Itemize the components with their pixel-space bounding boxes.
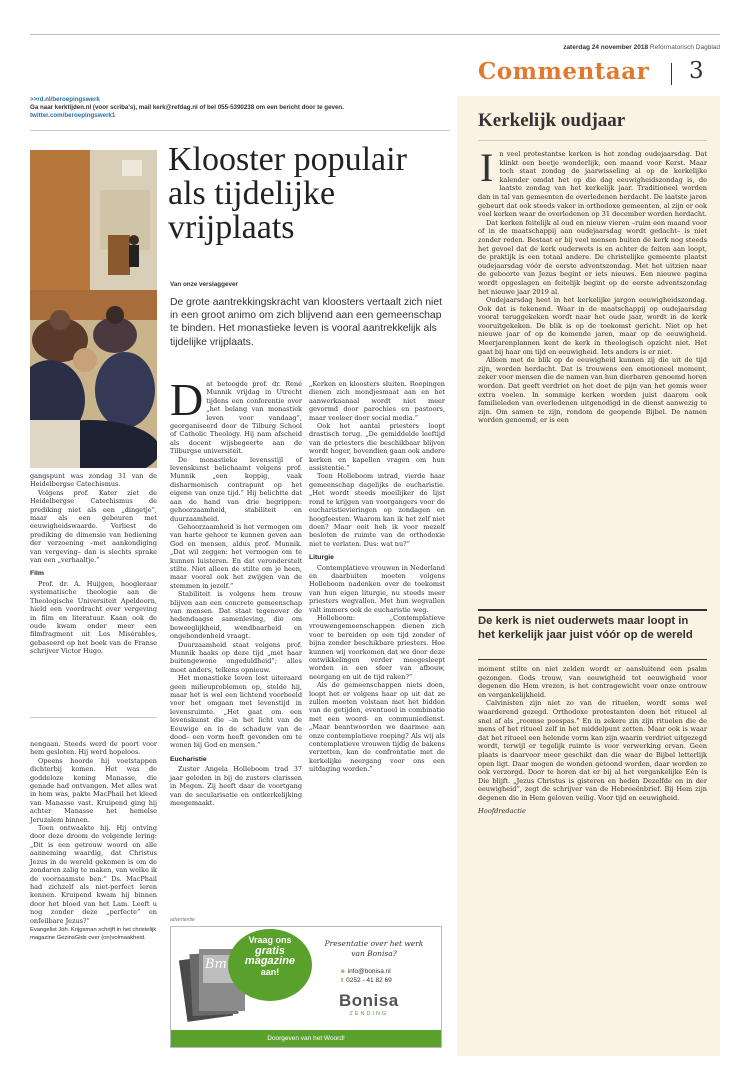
left-para-4: nengaan. Steeds werd de poort voor hem gesloten. Hij werd hopeloos. <box>30 740 157 757</box>
article-c2-p1: „Kerken en kloosters sluiten. Roepingen dienen zich mondjesmaat aan en het aanwerkaanaal wordt niet meer gevormd door parochies en pastoors, maar veeleer door social media.” <box>309 380 445 422</box>
article-c1-p3: Gehoorzaamheid is het vermogen om van harte gehoor te kunnen geven aan God en mensen, aldus prof. Munnik. „Dat wil zeggen: het vermogen om te kunnen luisteren. En dat veronderstelt stilte. Niet alleen de stilte om je heen, maar vooral ook het zwijgen van de stemmen in jezelf.” <box>170 522 302 590</box>
bonisa-brand: Bonisa <box>339 991 399 1010</box>
left-para-2: Volgens prof. Kater ziet de Heidelbergse Catechismus de prediking niet als een „dingetje”, maar als een gebeuren met eeuwigheidswaarde. Verliest de prediking de dimensie van bediening der verzoening –met aankondiging van vergeving– dan is slechts sprake van een „verhaaltje.” <box>30 488 157 565</box>
left-credit: Evangelist Joh. Krijgsman schrijft in het christelijk magazine GezinsGids over (on)volmaakheid. <box>30 926 157 941</box>
left-para-1: gangspunt was zondag 31 van de Heidelbergse Catechismus. <box>30 472 157 489</box>
sub-liturgie: Liturgie <box>309 554 334 562</box>
green-bubble <box>231 935 309 977</box>
commentaar-body-2 <box>478 665 707 815</box>
ad-phone[interactable]: 0252 - 41 82 69 <box>346 977 392 984</box>
article-headline: Klooster populair als tijdelijke vrijplaats <box>168 141 407 246</box>
bonisa-logo <box>339 991 399 1017</box>
article-c2-p5: Holleboom: „Contemplatieve vrouwengemeenschappen dienen zich voor te bereiden op een tijd zonder of bijna zonder beschikbare priesters. Hoe kunnen wij voorkomen dat we door deze ontwikkelingen verder meegesleept worden in een sfeer van afbouw, neergang en uit de tijd raken?” <box>309 613 445 681</box>
beroepingswerk-info: Ga naar kerktijden.nl (voor scriba's), mail kerk@refdag.nl of bel 055-5390238 om een bericht door te geven. <box>30 104 344 112</box>
quote-rule-bottom <box>478 659 707 660</box>
bubble-line-1: Vraag ons <box>248 935 292 945</box>
quote-rule-top <box>478 609 707 611</box>
phone-prefix: t <box>341 977 344 984</box>
top-rule <box>30 34 720 35</box>
article-dropcap: D <box>170 374 204 425</box>
commentaar-body-1 <box>478 145 707 425</box>
bubble-line-2: gratis <box>255 944 285 957</box>
header-dateline <box>520 44 720 51</box>
header-divider <box>671 63 672 85</box>
email-prefix: e <box>341 968 345 975</box>
church-photo <box>30 150 157 468</box>
left-column-bottom <box>30 740 157 942</box>
page-number: 3 <box>689 58 704 84</box>
commentaar-p5: moment stilte en niet zelden wordt er aansluitend een psalm gezongen. Gods trouw, van eeuwigheid tot eeuwigheid voor degenen die Hem vrezen, is het contragewicht voor onze ontrouw en vergankelijkheid. <box>478 665 707 699</box>
left-column-top <box>30 472 157 656</box>
commentaar-p1: n veel protestantse kerken is het zondag oudejaarsdag. Dat klinkt een beetje wonderlijk, een maand voor Kerst. Maar toch staat zondag de jaarwisseling al op de kerkelijke kalender omdat het op die dag eeuwigheidszondag is, de laatste zondag van het kerkelijk jaar. Traditioneel worden dan in tal van gemeenten de overledenen herdacht. De laatste jaren gebeurt dat ook steeds vaker in orthodoxe gemeenten, al zijn er ook veel kerken waar de overledenen op 31 december worden herdacht. <box>478 150 707 219</box>
article-col-1 <box>170 374 302 807</box>
ad-label: advertentie <box>170 917 195 923</box>
pull-quote: De kerk is niet ouderwets maar loopt in het kerkelijk jaar juist vóór op de wereld <box>478 615 693 641</box>
ad-contact <box>341 967 392 985</box>
article-c2-p4: Contemplatieve vrouwen in Nederland en daarbuiten moeten volgens Holleboom nadenken over de toekomst van hun eigen liturgie, nu steeds meer priesters wegvallen. Met hun wegvallen valt immers ook de eucharistie weg. <box>309 563 445 614</box>
commentaar-signature: Hoofdredactie <box>478 806 526 815</box>
ad-script: Presentatie over het werk van Bonisa? <box>324 939 424 958</box>
article-c1-p7: Zuster Angela Holleboom trad 37 jaar geleden in bij de zusters clarissen in Megen. Zij heeft daar de voortgang van de secularisatie en ontkerkelijking meegemaakt. <box>170 765 302 807</box>
sub-film: Film <box>30 570 44 578</box>
ad-email[interactable]: info@bonisa.nl <box>347 968 391 975</box>
bonisa-sub: ZENDING <box>349 1011 389 1017</box>
article-c2-p6: Als de gemeenschappen niets doen, loopt het er volgens haar op uit dat ze zullen moeten volstaan met het bidden van de getijden, eventueel in combinatie met een woord- en communiedienst. „Maar beantwoorden we daarmee aan onze contemplatieve roeping? Als wij als contemplatieve vrouwen tijdig de bakens verzetten, kan de confrontatie met de kerkelijke neergang voor ons een uitdaging worden.” <box>309 681 445 774</box>
sub-eucharistie: Eucharistie <box>170 755 207 763</box>
article-c2-p3: Toen Holleboom intrad, vierde haar gemeenschap dagelijks de eucharistie. „Het wordt steeds moeilijker de lijst rond te krijgen van voorgangers voor de eucharistievieringen op zondagen en hoogfeesten. Waarom kan ik het zelf niet doen? Maar ooit heb ik voor mezelf besloten de ruimte van de orthodoxie niet te verlaten. Dus: wat nu?” <box>309 472 445 548</box>
twitter-link[interactable]: twitter.com/beroepingswerk1 <box>30 112 116 120</box>
article-intro: De grote aantrekkingskracht van kloosters vertaalt zich niet in een groot animo om zich blijvend aan een gemeenschap te binden. Het monastieke leven is vooral aantrekkelijk als tijdelijke vrijplaats. <box>170 297 443 348</box>
beroepingswerk-block <box>30 96 450 121</box>
commentaar-p2: Dat kerken feitelijk al oud en nieuw vieren –ruim een maand voor of in de maatschappij aan oudejaarsdag wordt gedacht– is niet zonder reden. Bestaat er bij veel mensen buiten de kerk nog steeds het gevoel dat de kerk ouderwets is en achter de feiten aan loopt, de praktijk is een totaal andere. De christelijke gemeente plaatst oudejaarsdag vóór de eerste adventszondag. Met het uitzien naar de geboorte van Jezus begint er iets nieuws. Een nieuwe pagina wordt opgeslagen en feitelijk begint op de eerste adventszondag het nieuwe jaar 2019 al. <box>478 218 707 296</box>
left-para-5: Opeens hoorde hij voetstappen dichterbij komen. Het was de goddeloze koning Manasse, die genade had ontvangen. Met alles wat in hem was, pakte MacPhail het kleed van Manasse vast. Kruipend ging hij achter Manasse het hemelse Jeruzalem binnen. <box>30 756 157 824</box>
commentaar-p6: Calvinisten zijn niet zo van de rituelen, wordt soms wel waarderend gezegd. Orthodoxe protestanten doen het ritueel al snel af als „roomse poespas.” En in zekere zin zijn rituelen die de mens of het ritueel zelf in het middelpunt zetten. Maar ook is waar dat het ritueel een helende vorm kan zijn waarin verdriet uitgezegd wordt, terwijl er tegelijk ruimte is voor verwerking ervan. Geen plaats is daarvoor meer geschikt dan die waar de Bijbel letterlijk open ligt. Daar mogen de wonden getoond worden, daar worden ze ook verzorgd. Door te horen dat er bij al het vergankelijke Eén is Die blijft. „Jezus Christus is gisteren en heden Dezelfde en in der eeuwigheid”, zegt de schrijver van de Hebreeënbrief. Bij Hem zijn degenen die in Hem geloven veilig. Voor tijd en eeuwigheid. <box>478 699 707 802</box>
article-c1-p2: De monastieke levensstijl of levenskunst belichaamt volgens prof. Munnik „een koppig, vaak disharmonisch contrapunt op het eigene van onze tijd.” Hij belichtte dat aan de hand van drie begrippen: gehoorzaamheid, stabiliteit en duurzaamheid. <box>170 455 302 523</box>
header-date: zaterdag 24 november 2018 <box>563 44 649 51</box>
commentaar-p3: Oudejaarsdag heet in het kerkelijke jargon eeuwigheidszondag. Ook dat is tekenend. Waar in de maatschappij op oudejaarsdag vooral teruggekeken wordt naar het oude jaar, wordt in de kerk vooruitgekeken. De blik is op de toekomst gericht. Niet op het nieuwe jaar of op de komende jaren, maar op de eeuwigheid. Meerjarenplannen kent de kerk in theologisch opzicht niet. Het gaat bij haar om tijd en eeuwigheid. Iets anders is er niet. <box>478 296 707 356</box>
beroep-rule <box>30 130 450 131</box>
article-c1-p5: Duurzaamheid staat volgens prof. Munnik haaks op deze tijd „met haar buitengewone ongeduldheid”; alles moet anders, telkens opnieuw. <box>170 640 302 674</box>
left-para-6: Toen ontwaakte hij. Hij ontving door deze droom de volgende lering: „Dit is een getrouw woord en alle aanneming waardig, dat Christus Jezus in de wereld gekomen is om de zondaren zalig te maken, van welke ik de voornaamste ben.” Ds. MacPhail had zichzelf als niet-perfect leren kennen. Kruipend kwam hij binnen door het bloed van het Lam. Leeft u nog zonder deze „perfecte” en onfeilbare Jezus?” <box>30 824 157 925</box>
commentaar-p4: Alleen met de blik op de eeuwigheid kunnen zij die uit de tijd zijn, worden herdacht. Dat is trouwens een emotioneel moment, zeker voor mensen die de namen van hun dierbaren genoemd horen worden. Dat geeft verdriet en het doet de pijn van het gemis weer extra voelen. In sommige kerken worden juist daarom ook familieleden van overledenen uitgenodigd in de dienst aanwezig te zijn. Om samen te zijn, rondom de geopende Bijbel. De namen worden genoemd, er is een <box>478 356 707 425</box>
commentaar-dropcap: I <box>480 145 494 190</box>
left-para-3: Prof. dr. A. Huijgen, hoogleraar systematische theologie aan de Theologische Universiteit Apeldoorn, hield een voordracht over vergeving in film en literatuur. Kaan ook de oude kwam onder meer een filmfragment uit Les Misérables, gebaseerd op het boek van de Franse schrijver Victor Hugo. <box>30 579 157 656</box>
commentaar-title: Kerkelijk oudjaar <box>478 110 626 131</box>
header-paper: Reformatorisch Dagblad <box>649 44 720 51</box>
commentaar-rule-top <box>478 140 707 141</box>
article-c1-p4: Stabiliteit is volgens hem trouw blijven aan een concrete gemeenschap van mensen. Dat staat tegenover de hedendaagse samenleving, die om beweeglijkheid, wendbaarheid en ongebondenheid vraagt. <box>170 590 302 641</box>
ad-footer: Doorgeven van het Woord! <box>171 1030 441 1047</box>
beroepingswerk-link[interactable]: >>rd.nl/beroepingswerk <box>30 96 100 103</box>
article-c1-p6: Het monastieke leven lost uiteraard geen milieuproblemen op, stelde hij, maar het is wel een lichtend voorbeeld voor het omgaan met levenstijd in levensruimte. „Het gaat om een levenskunst die –in het licht van de Eeuwige en in de schaduw van de dood– een vorm heeft gevonden om te wonen bij God en mensen.” <box>170 674 302 750</box>
bubble-line-3: magazine <box>244 955 296 967</box>
left-rule <box>30 717 157 718</box>
bubble-line-4: aan! <box>260 966 280 977</box>
section-title: Commentaar <box>478 58 650 85</box>
bonisa-ad[interactable] <box>170 926 442 1048</box>
magazine-label: Bm <box>205 957 227 972</box>
article-col-2 <box>309 380 445 774</box>
article-byline: Van onze verslaggever <box>170 281 238 288</box>
article-c2-p2: Ook het aantal priesters loopt drastisch terug. „De gemiddelde leeftijd van de priesters die beschikbaar blijven wordt hoger, bovendien gaan ook andere kerken en kapellen vragen om hun assistentie.” <box>309 422 445 473</box>
article-c1-p1: at betoogde prof. dr. René Munnik vrijdag in Utrecht tijdens een conferentie over „het belang van monastiek leven voor vandaag”, georganiseerd door de Tilburg School of Catholic Theology. Hij nam afscheid als docent wijsbegeerte aan de Tilburgse universiteit. <box>170 380 302 456</box>
